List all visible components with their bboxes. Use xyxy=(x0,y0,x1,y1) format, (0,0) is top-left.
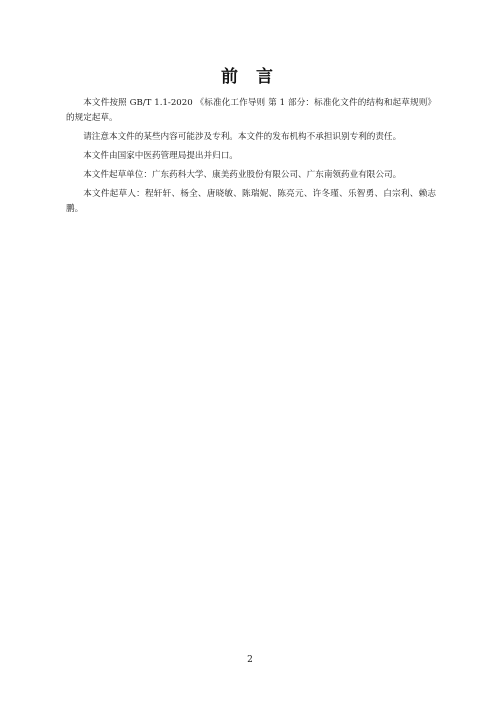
paragraph-drafting-rules: 本文件按照 GB/T 1.1-2020 《标准化工作导则 第 1 部分：标准化文件的结构和起草规则》的规定起草。 xyxy=(66,98,436,123)
paragraph-patent-notice: 请注意本文件的某些内容可能涉及专利。本文件的发布机构不承担识别专利的责任。 xyxy=(83,132,402,142)
page-number: 2 xyxy=(247,655,253,665)
page-title: 前 言 xyxy=(221,67,279,87)
document-body xyxy=(66,96,436,221)
paragraph-drafters: 本文件起草人：程轩轩、杨全、唐晓敏、陈瑞妮、陈亮元、许冬瑾、乐智勇、白宗利、赖志鹏。 xyxy=(66,189,436,214)
paragraph-drafting-units: 本文件起草单位：广东药科大学、康美药业股份有限公司、广东南领药业有限公司。 xyxy=(83,170,402,180)
paragraph-proposer: 本文件由国家中医药管理局提出并归口。 xyxy=(83,151,238,161)
